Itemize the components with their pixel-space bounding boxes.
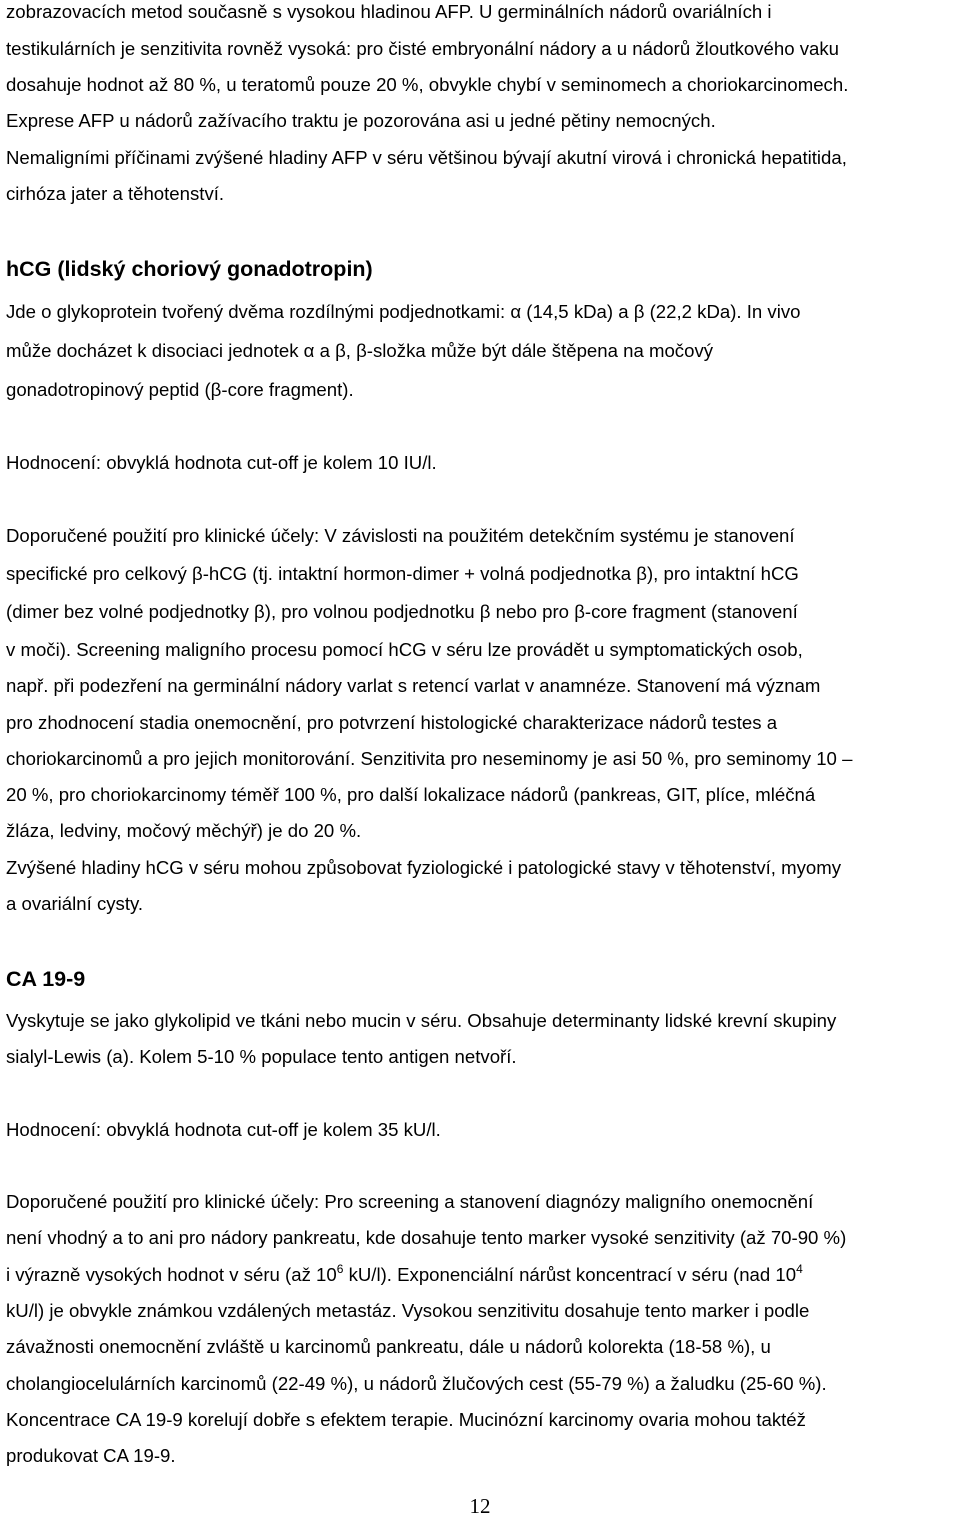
hcg-rec-line-6: pro zhodnocení stadia onemocnění, pro potvrzení histologické charakterizace nádorů testes a (6, 712, 778, 733)
afp-line-1: zobrazovacích metod současně s vysokou hladinou AFP. U germinálních nádorů ovariálních i (6, 1, 772, 22)
hcg-intro-line-2: může docházet k disociaci jednotek α a β, β-složka může být dále štěpena na močový (6, 340, 714, 361)
afp-line-6: cirhóza jater a těhotenství. (6, 183, 225, 204)
ca199-rec-line-1: Doporučené použití pro klinické účely: Pro screening a stanovení diagnózy maligního onemocnění (6, 1191, 814, 1212)
hcg-rec-line-9: žláza, ledviny, močový měchýř) je do 20 %. (6, 820, 362, 841)
ca199-sup-line-part1: i výrazně vysokých hodnot v séru (až 10 (6, 1264, 337, 1285)
hcg-rec-line-4: v moči). Screening maligního procesu pomocí hCG v séru lze provádět u symptomatických osob, (6, 639, 803, 660)
hcg-rec-line-3: (dimer bez volné podjednotky β), pro volnou podjednotku β nebo pro β-core fragment (stanovení (6, 601, 798, 622)
hcg-rec-line-2: specifické pro celkový β-hCG (tj. intaktní hormon-dimer + volná podjednotka β), pro intaktní hCG (6, 563, 799, 584)
ca199-sup-line-part2: kU/l). Exponenciální nárůst koncentrací v séru (nad 10 (343, 1264, 797, 1285)
ca199-rec-line-2: není vhodný a to ani pro nádory pankreatu, kde dosahuje tento marker vysoké senzitivity (až 70-90 %) (6, 1227, 847, 1248)
hcg-intro-line-1: Jde o glykoprotein tvořený dvěma rozdílnými podjednotkami: α (14,5 kDa) a β (22,2 kDa). In vivo (6, 301, 801, 322)
ca199-heading: CA 19-9 (6, 967, 86, 991)
ca199-rec-line-3 (6, 1264, 803, 1288)
ca199-rec-line-5: závažnosti onemocnění zvláště u karcinomů pankreatu, dále u nádorů kolorekta (18-58 %), u (6, 1336, 771, 1357)
page-number: 12 (469, 1494, 491, 1518)
ca199-rec-line-8: produkovat CA 19-9. (6, 1445, 176, 1466)
afp-line-2: testikulárních je senzitivita rovněž vysoká: pro čisté embryonální nádory a u nádorů žloutkového vaku (6, 38, 840, 59)
ca199-sup-exponent-4: 4 (796, 1262, 803, 1276)
hcg-rec-line-1: Doporučené použití pro klinické účely: V závislosti na použitém detekčním systému je stanovení (6, 525, 795, 546)
hcg-evaluation: Hodnocení: obvyklá hodnota cut-off je kolem 10 IU/l. (6, 452, 437, 473)
ca199-rec-line-7: Koncentrace CA 19-9 korelují dobře s efektem terapie. Mucinózní karcinomy ovaria mohou taktéž (6, 1409, 806, 1430)
hcg-rec-line-7: choriokarcinomů a pro jejich monitorování. Senzitivita pro neseminomy je asi 50 %, pro seminomy 10 – (6, 748, 853, 769)
hcg-heading: hCG (lidský choriový gonadotropin) (6, 257, 373, 281)
afp-line-5: Nemaligními příčinami zvýšené hladiny AFP v séru většinou bývají akutní virová i chronická hepatitida, (6, 147, 847, 168)
afp-line-3: dosahuje hodnot až 80 %, u teratomů pouze 20 %, obvykle chybí v seminomech a choriokarcinomech. (6, 74, 849, 95)
hcg-rec-line-11: a ovariální cysty. (6, 893, 144, 914)
ca199-rec-line-6: cholangiocelulárních karcinomů (22-49 %), u nádorů žlučových cest (55-79 %) a žaludku (25-60 %). (6, 1373, 827, 1394)
ca199-evaluation: Hodnocení: obvyklá hodnota cut-off je kolem 35 kU/l. (6, 1119, 441, 1140)
hcg-rec-line-8: 20 %, pro choriokarcinomy téměř 100 %, pro další lokalizace nádorů (pankreas, GIT, plíce, mléčná (6, 784, 816, 805)
hcg-rec-line-5: např. při podezření na germinální nádory varlat s retencí varlat v anamnéze. Stanovení má význam (6, 675, 821, 696)
ca199-sup-exponent-6: 6 (336, 1262, 344, 1276)
hcg-intro-line-3: gonadotropinový peptid (β-core fragment). (6, 379, 354, 400)
afp-line-4: Exprese AFP u nádorů zažívacího traktu je pozorována asi u jedné pětiny nemocných. (6, 110, 716, 131)
hcg-rec-line-10: Zvýšené hladiny hCG v séru mohou způsobovat fyziologické i patologické stavy v těhotenství, myomy (6, 857, 842, 878)
ca199-intro-line-1: Vyskytuje se jako glykolipid ve tkáni nebo mucin v séru. Obsahuje determinanty lidské krevní skupiny (6, 1010, 837, 1031)
ca199-intro-line-2: sialyl-Lewis (a). Kolem 5-10 % populace tento antigen netvoří. (6, 1046, 517, 1067)
ca199-rec-line-4: kU/l) je obvykle známkou vzdálených metastáz. Vysokou senzitivitu dosahuje tento marker i podle (6, 1300, 810, 1321)
